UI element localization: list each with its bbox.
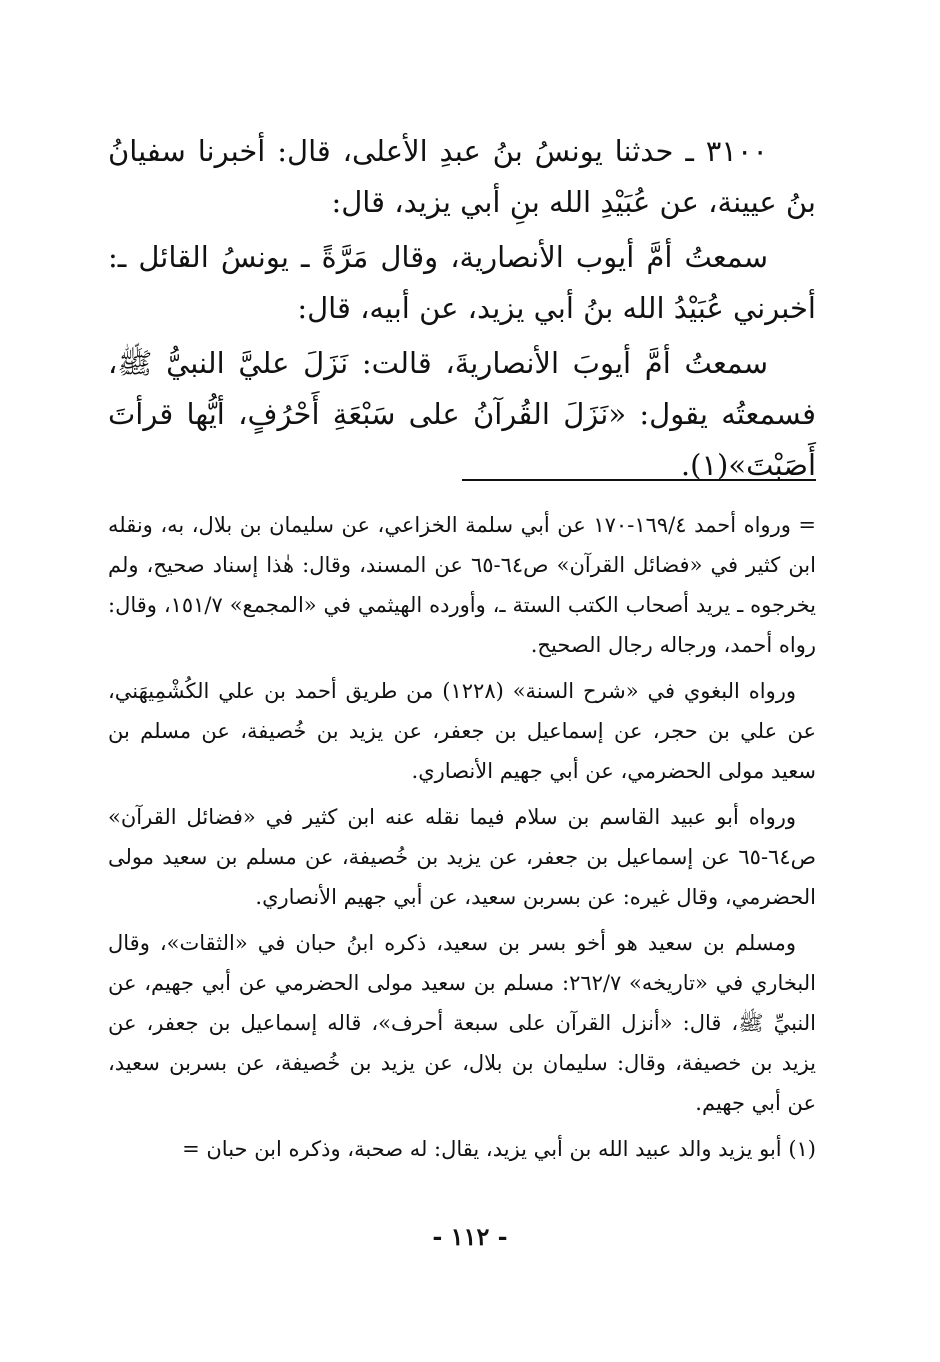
footnote-paragraph: ورواه البغوي في «شرح السنة» (١٢٢٨) من طريق أحمد بن علي الكُشْمِيهَني، عن علي بن حجر، عن إسماعيل بن جعفر، عن يزيد بن خُصيفة، عن مسلم بن سعيد مولى الحضرمي، عن أبي جهيم الأنصاري. [108, 679, 816, 783]
hadith-paragraph: سمعتُ أمَّ أيوبَ الأنصاريةَ، قالت: نَزَلَ عليَّ النبيُّ ﷺ، فسمعتُه يقول: «نَزَلَ القُرآنُ على سَبْعَةِ أَحْرُفٍ، أيُّها قرأتَ أَصَبْتَ»(١). [108, 346, 816, 482]
footnote-paragraph: = ورواه أحمد ١٦٩/٤-١٧٠ عن أبي سلمة الخزاعي، عن سليمان بن بلال، به، ونقله ابن كثير في «فضائل القرآن» ص٦٤-٦٥ عن المسند، وقال: هٰذا إسناد صحيح، ولم يخرجوه ـ يريد أصحاب الكتب الستة ـ، وأورده الهيثمي في «المجمع» ١٥١/٧، وقال: رواه أحمد، ورجاله رجال الصحيح. [108, 513, 816, 657]
footnote-paragraph: ورواه أبو عبيد القاسم بن سلام فيما نقله عنه ابن كثير في «فضائل القرآن» ص٦٤-٦٥ عن إسماعيل بن جعفر، عن يزيد بن خُصيفة، عن مسلم بن سعيد مولى الحضرمي، وقال غيره: عن بسربن سعيد، عن أبي جهيم الأنصاري. [108, 805, 816, 909]
footnote-paragraph: ومسلم بن سعيد هو أخو بسر بن سعيد، ذكره ابنُ حبان في «الثقات»، وقال البخاري في «تاريخه» ٢٦٢/٧: مسلم بن سعيد مولى الحضرمي عن أبي جهيم، عن النبيِّ ﷺ، قال: «أنزل القرآن على سبعة أحرف»، قاله إسماعيل بن جعفر، عن يزيد بن خصيفة، وقال: سليمان بن بلال، عن يزيد بن خُصيفة، عن بسربن سعيد، عن أبي جهيم. [108, 931, 816, 1115]
page-number: - ١١٢ - [432, 1222, 508, 1251]
footnote-paragraph: (١) أبو يزيد والد عبيد الله بن أبي يزيد، يقال: له صحبة، وذكره ابن حبان = [182, 1137, 816, 1161]
hadith-paragraph: ٣١٠٠ ـ حدثنا يونسُ بنُ عبدِ الأعلى، قال: أخبرنا سفيانُ بنُ عيينة، عن عُبَيْدِ الله بنِ أبي يزيد، قال: [108, 134, 816, 219]
footnote-separator [462, 479, 816, 481]
hadith-text [108, 126, 816, 495]
footnotes [108, 505, 816, 1175]
hadith-paragraph: سمعتُ أمَّ أيوب الأنصارية، وقال مَرَّةً ـ يونسُ القائل ـ: أخبرني عُبَيْدُ الله بنُ أبي يزيد، عن أبيه، قال: [108, 240, 816, 325]
